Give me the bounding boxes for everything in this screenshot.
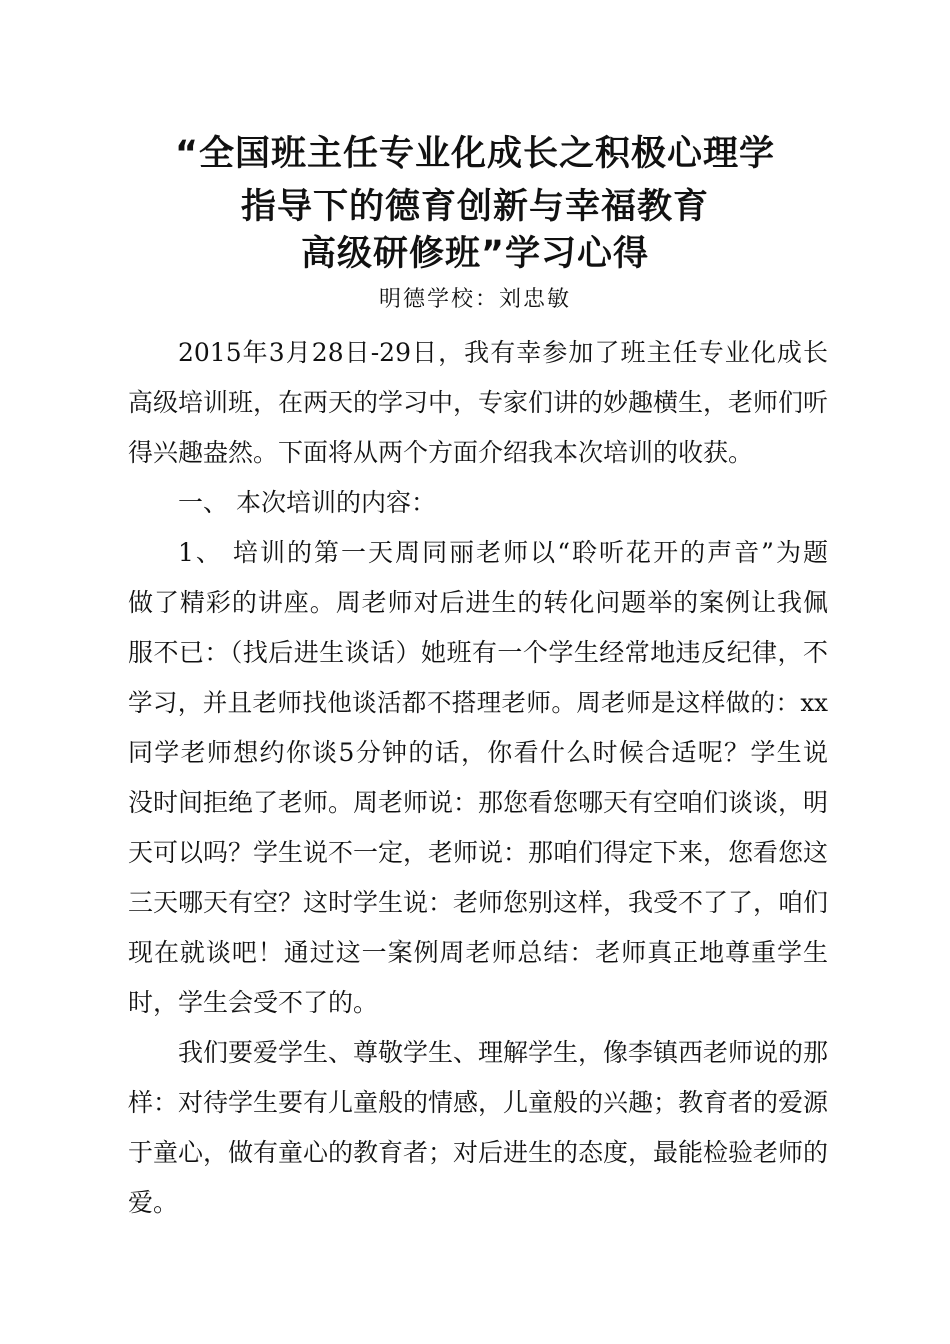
paragraph-1-line-3: 得兴趣盎然。下面将从两个方面介绍我本次培训的收获。 [128,438,754,467]
document-title-line-3: 高级研修班”学习心得 [300,234,649,274]
paragraph-2-line-8: 三天哪天有空？这时学生说：老师您别这样，我受不了了，咱们 [128,888,829,917]
document-title-line-2: 指导下的德育创新与幸福教育 [240,187,709,227]
paragraph-2-line-4: 学习，并且老师找他谈活都不搭理老师。周老师是这样做的：xx [128,688,828,717]
paragraph-1-line-2: 高级培训班，在两天的学习中，专家们讲的妙趣横生，老师们听 [128,388,829,417]
paragraph-3-line-4: 爱。 [128,1188,179,1217]
author-line: 明德学校：刘忠敏 [378,287,571,312]
paragraph-2-line-1: 1、 培训的第一天周同丽老师以“聆听花开的声音”为题 [178,538,828,567]
paragraph-1-line-1: 2015年3月28日-29日，我有幸参加了班主任专业化成长 [178,338,828,367]
section-heading-1: 一、 本次培训的内容： [178,488,436,517]
paragraph-3-line-3: 于童心，做有童心的教育者；对后进生的态度，最能检验老师的 [128,1138,829,1167]
paragraph-2-line-7: 天可以吗？学生说不一定，老师说：那咱们得定下来，您看您这 [128,838,829,867]
document-title-line-1: “全国班主任专业化成长之积极心理学 [174,134,775,174]
paragraph-2-line-3: 服不已：（找后进生谈话）她班有一个学生经常地违反纪律，不 [128,638,828,667]
paragraph-3-line-2: 样：对待学生要有儿童般的情感，儿童般的兴趣；教育者的爱源 [128,1088,829,1117]
paragraph-2-line-2: 做了精彩的讲座。周老师对后进生的转化问题举的案例让我佩 [128,588,828,617]
paragraph-2-line-10: 时，学生会受不了的。 [128,988,379,1017]
paragraph-2-line-5: 同学老师想约你谈5分钟的话，你看什么时候合适呢？学生说 [128,738,828,767]
paragraph-3-line-1: 我们要爱学生、尊敬学生、理解学生，像李镇西老师说的那 [178,1038,829,1067]
paragraph-2-line-9: 现在就谈吧！通过这一案例周老师总结：老师真正地尊重学生 [128,938,828,967]
paragraph-2-line-6: 没时间拒绝了老师。周老师说：那您看您哪天有空咱们谈谈，明 [128,788,829,817]
